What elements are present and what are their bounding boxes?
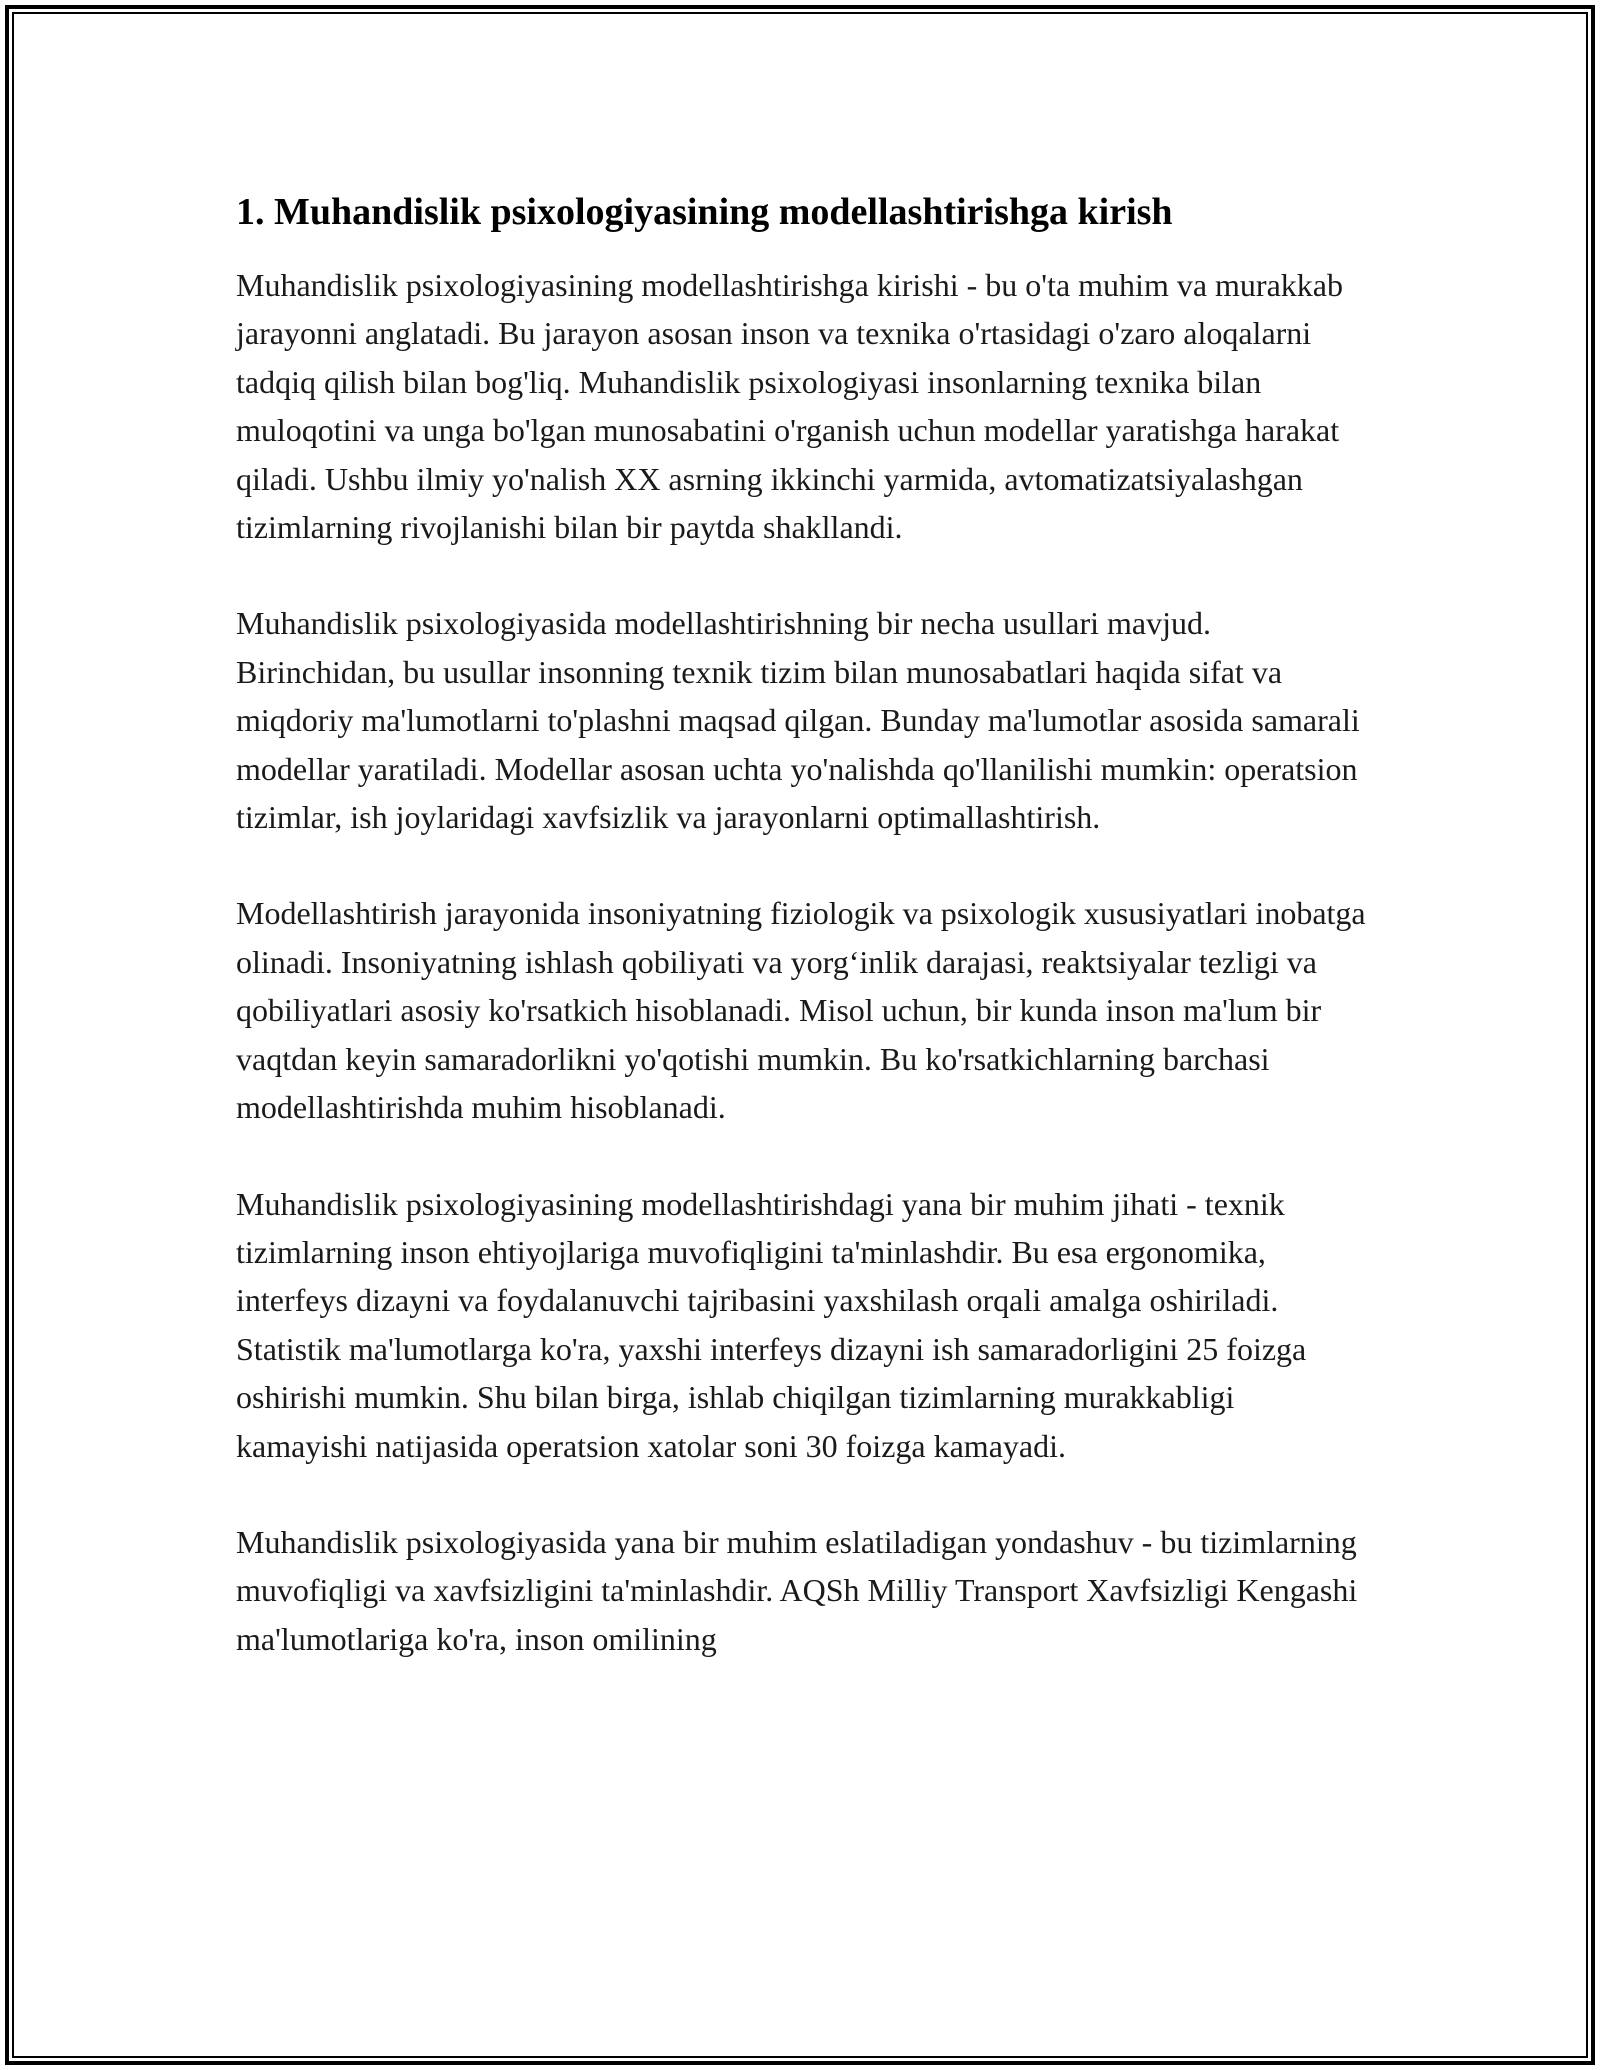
paragraph-2: Muhandislik psixologiyasida modellashtirishning bir necha usullari mavjud. Birinchidan, bu usullar insonning texnik tizim bilan munosabatlari haqida sifat va miqdoriy ma'lumotlarni to'plashni maqsad qilgan. Bunday ma'lumotlar asosida samarali modellar yaratiladi. Modellar asosan uchta yo'nalishda qo'llanilishi mumkin: operatsion tizimlar, ish joylaridagi xavfsizlik va jarayonlarni optimallashtirish.: [236, 605, 1360, 836]
paragraph-5: Muhandislik psixologiyasida yana bir muhim eslatiladigan yondashuv - bu tizimlarning muvofiqligi va xavfsizligini ta'minlashdir. AQSh Milliy Transport Xavfsizligi Kengashi ma'lumotlariga ko'ra, inson omilining: [236, 1523, 1358, 1657]
document-body: [236, 186, 1366, 1711]
section-heading: 1. Muhandislik psixologiyasining modellashtirishga kirish: [236, 191, 1173, 233]
paragraph-1: Muhandislik psixologiyasining modellashtirishga kirishi - bu o'ta muhim va murakkab jarayonni anglatadi. Bu jarayon asosan inson va texnika o'rtasidagi o'zaro aloqalarni tadqiq qilish bilan bog'liq. Muhandislik psixologiyasi insonlarning texnika bilan muloqotini va unga bo'lgan munosabatini o'rganish uchun modellar yaratishga harakat qiladi. Ushbu ilmiy yo'nalish XX asrning ikkinchi yarmida, avtomatizatsiyalashgan tizimlarning rivojlanishi bilan bir paytda shakllandi.: [236, 267, 1343, 546]
paragraph-3: Modellashtirish jarayonida insoniyatning fiziologik va psixologik xususiyatlari inobatga olinadi. Insoniyatning ishlash qobiliyati va yorg‘inlik darajasi, reaktsiyalar tezligi va qobiliyatlari asosiy ko'rsatkich hisoblanadi. Misol uchun, bir kunda inson ma'lum bir vaqtdan keyin samaradorlikni yo'qotishi mumkin. Bu ko'rsatkichlarning barchasi modellashtirishda muhim hisoblanadi.: [236, 895, 1366, 1126]
paragraph-4: Muhandislik psixologiyasining modellashtirishdagi yana bir muhim jihati - texnik tizimlarning inson ehtiyojlariga muvofiqligini ta'minlashdir. Bu esa ergonomika, interfeys dizayni va foydalanuvchi tajribasini yaxshilash orqali amalga oshiriladi. Statistik ma'lumotlarga ko'ra, yaxshi interfeys dizayni ish samaradorligini 25 foizga oshirishi mumkin. Shu bilan birga, ishlab chiqilgan tizimlarning murakkabligi kamayishi natijasida operatsion xatolar soni 30 foizga kamayadi.: [236, 1185, 1307, 1464]
